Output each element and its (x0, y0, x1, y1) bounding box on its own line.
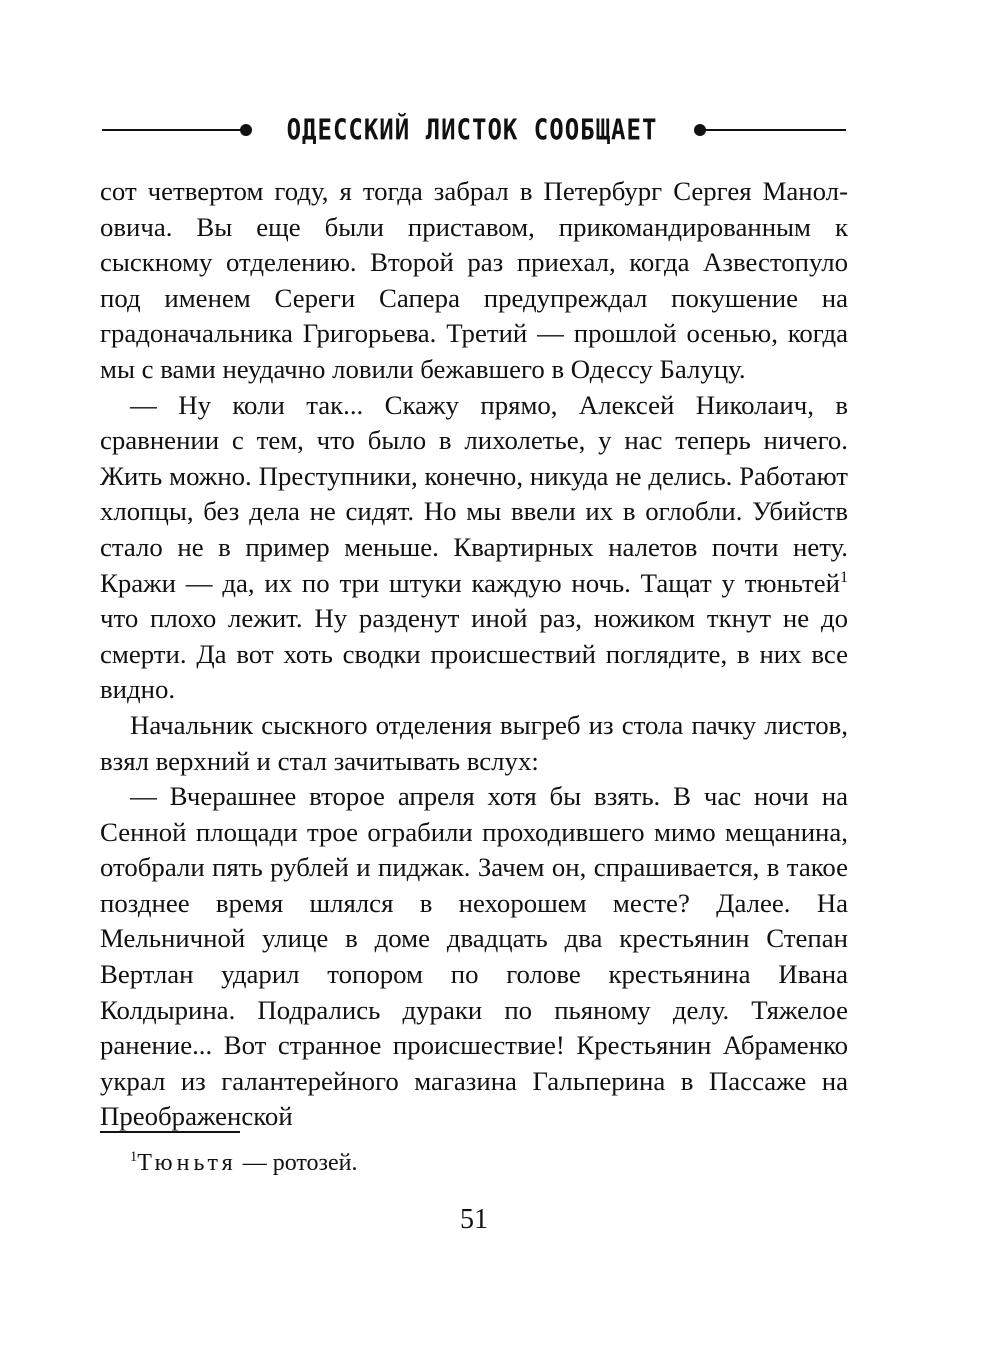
paragraph-text: что плохо лежит. Ну разденут иной раз, ножиком ткнут не до смерти. Да вот хоть сводки происшествий поглядите, в них все видно. (100, 603, 848, 705)
paragraph-text: — Ну коли так... Скажу прямо, Алексей Николаич, в сравнении с тем, что было в лихолетье, у нас теперь ничего. Жить можно. Преступники, конечно, никуда не делись. Работают хлопцы, без дела не сидят. Но мы ввели их в оглобли. Убийств стало не в пример меньше. Квартирных налетов почти нету. Кражи — да, их по три штуки каждую ночь. Тащат у тюньтей (100, 389, 848, 598)
paragraph-dialogue (100, 779, 848, 1135)
footnote-marker: 1 (130, 1149, 138, 1165)
paragraph-dialogue (100, 388, 848, 708)
paragraph-narration (100, 708, 848, 779)
running-header (100, 112, 846, 148)
footnote-separator: — (236, 1150, 273, 1176)
paragraph-text: Начальник сыскного отделения выгреб из стола пачку листов, взял верхний и стал зачитывать вслух: (100, 709, 848, 776)
footnote-definition: ротозей. (272, 1150, 358, 1176)
footnote-reference: 1 (839, 568, 848, 586)
paragraph-text: сот четвертом году, я тогда забрал в Петербург Сергея Маноловича. Вы еще были приставом, прикомандированным к сыскному отделению. Второй раз приехал, когда Азвестопуло под именем Сереги Сапера предупреждал покушение на градоначальника Григорьева. Третий — прошлой осенью, когда мы с вами неудачно ловили бежавшего в Одессу Балуцу. (100, 176, 848, 384)
footnote (130, 1148, 358, 1178)
footnote-term: Тюньтя (137, 1150, 237, 1176)
page-number: 51 (460, 1204, 488, 1235)
header-rule-right (700, 129, 846, 131)
paragraph-text: — Вчерашнее второе апреля хотя бы взять. В час ночи на Сенной площади трое ограбили проходившего мимо мещанина, отобрали пять рублей и пиджак. Зачем он, спрашивается, в такое позднее время шлялся в нехорошем месте? Далее. На Мельничной улице в доме двадцать два крестьянин Степан Вертлан ударил топором по голове крестьянина Ивана Колдырина. Подрались дураки по пьяному делу. Тяжелое ранение... Вот странное происшествие! Крестьянин Абраменко украл из галантерейного магазина Гальперина в Пассаже на Преображенской (100, 781, 848, 1132)
header-dot-left (240, 124, 252, 136)
body-text (100, 174, 848, 1135)
running-title: ОДЕССКИЙ ЛИСТОК СООБЩАЕТ (286, 113, 658, 147)
paragraph-continued (100, 174, 848, 388)
header-rule-left (102, 129, 242, 131)
footnote-divider (100, 1131, 240, 1133)
